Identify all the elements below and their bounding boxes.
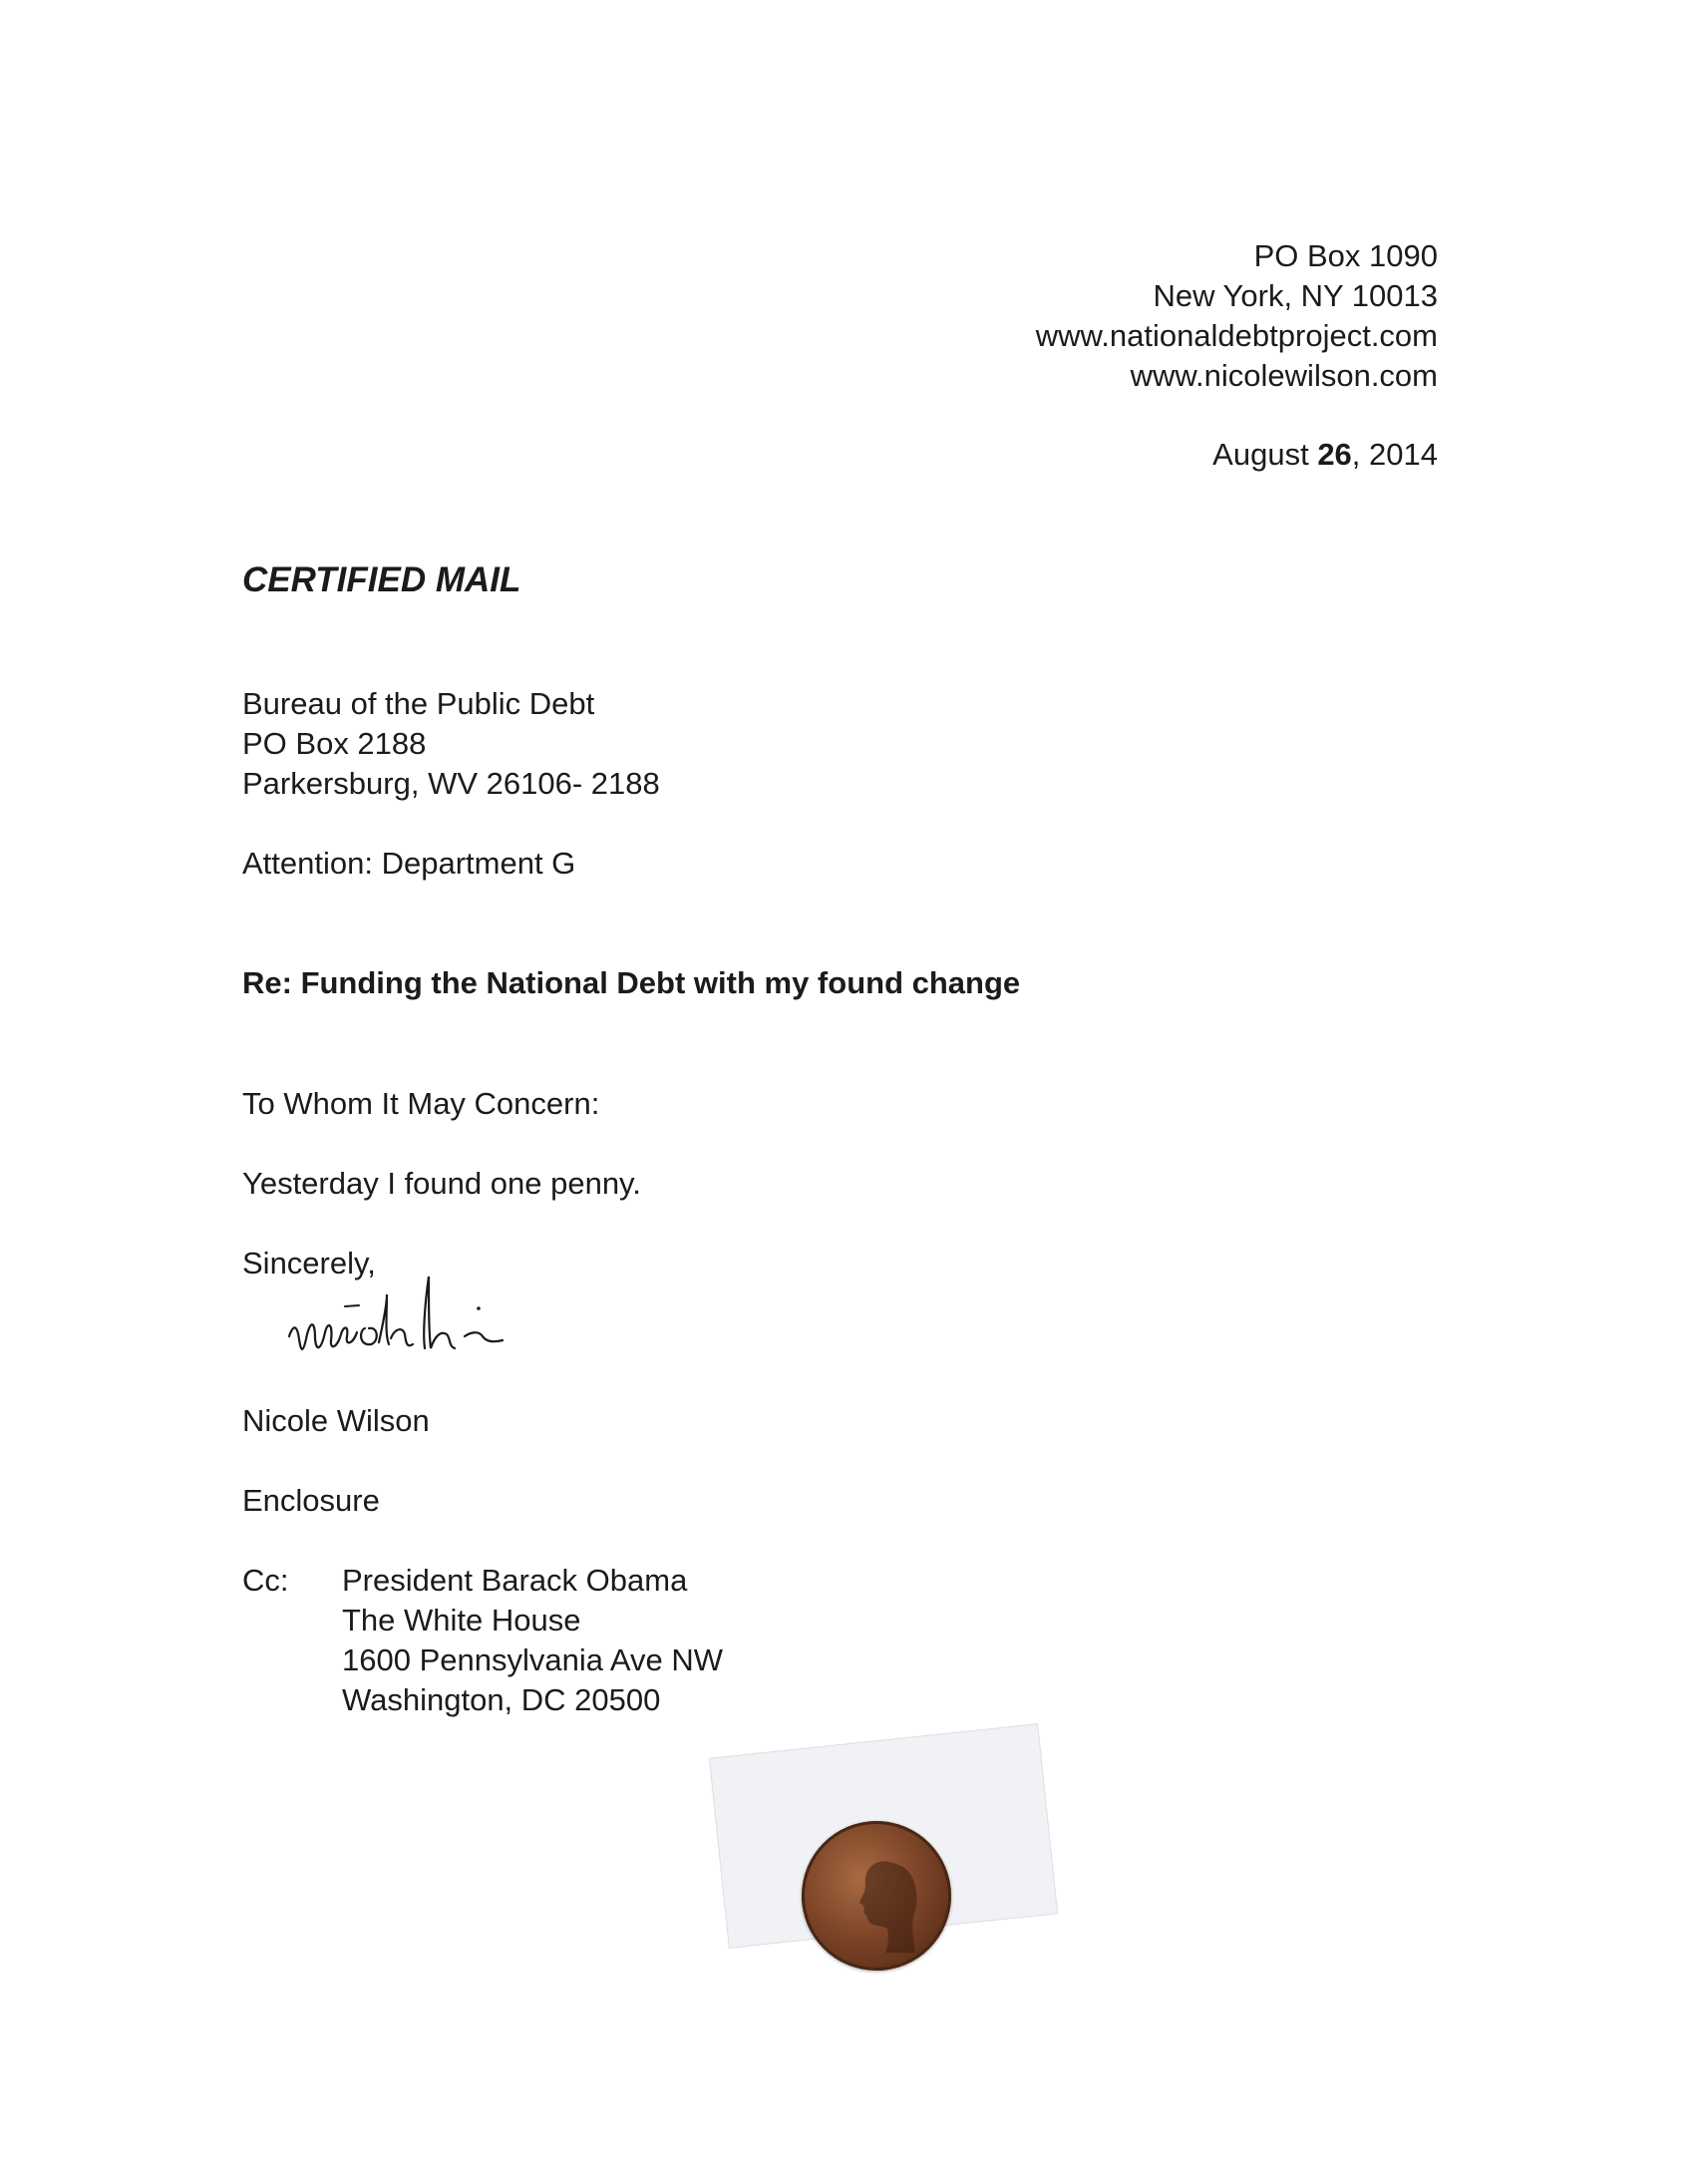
sender-address-line: New York, NY 10013 xyxy=(1153,278,1438,313)
recipient-address-line: Bureau of the Public Debt xyxy=(242,686,595,721)
penny-icon xyxy=(802,1821,951,1971)
closing: Sincerely, xyxy=(242,1246,376,1280)
signer-name: Nicole Wilson xyxy=(242,1403,430,1438)
date-month: August xyxy=(1212,437,1309,472)
letter-body: Yesterday I found one penny. xyxy=(242,1166,641,1201)
cc-address-line: 1600 Pennsylvania Ave NW xyxy=(342,1642,723,1677)
delivery-method: CERTIFIED MAIL xyxy=(242,560,521,599)
sender-website-line: www.nationaldebtproject.com xyxy=(1035,318,1438,353)
sender-address xyxy=(1036,236,1438,396)
cc-address-line: President Barack Obama xyxy=(342,1563,688,1598)
recipient-address-line: Parkersburg, WV 26106- 2188 xyxy=(242,766,660,801)
handwritten-signature xyxy=(279,1265,638,1384)
date-day: 26 xyxy=(1317,437,1352,472)
cc-label: Cc: xyxy=(242,1563,289,1598)
attention-line: Attention: Department G xyxy=(242,846,576,881)
cc-address xyxy=(342,1561,723,1720)
cc-address-line: The White House xyxy=(342,1603,581,1638)
cc-address-line: Washington, DC 20500 xyxy=(342,1682,661,1717)
sender-website-line: www.nicolewilson.com xyxy=(1130,358,1438,393)
subject-line: Re: Funding the National Debt with my found change xyxy=(242,965,1021,1000)
enclosure-note: Enclosure xyxy=(242,1483,380,1518)
salutation: To Whom It May Concern: xyxy=(242,1086,600,1121)
letter-date xyxy=(1212,435,1438,475)
recipient-address-line: PO Box 2188 xyxy=(242,726,427,761)
date-year: , 2014 xyxy=(1351,437,1438,472)
recipient-address xyxy=(242,684,660,804)
lincoln-profile-icon xyxy=(836,1843,925,1953)
sender-address-line: PO Box 1090 xyxy=(1253,238,1438,273)
